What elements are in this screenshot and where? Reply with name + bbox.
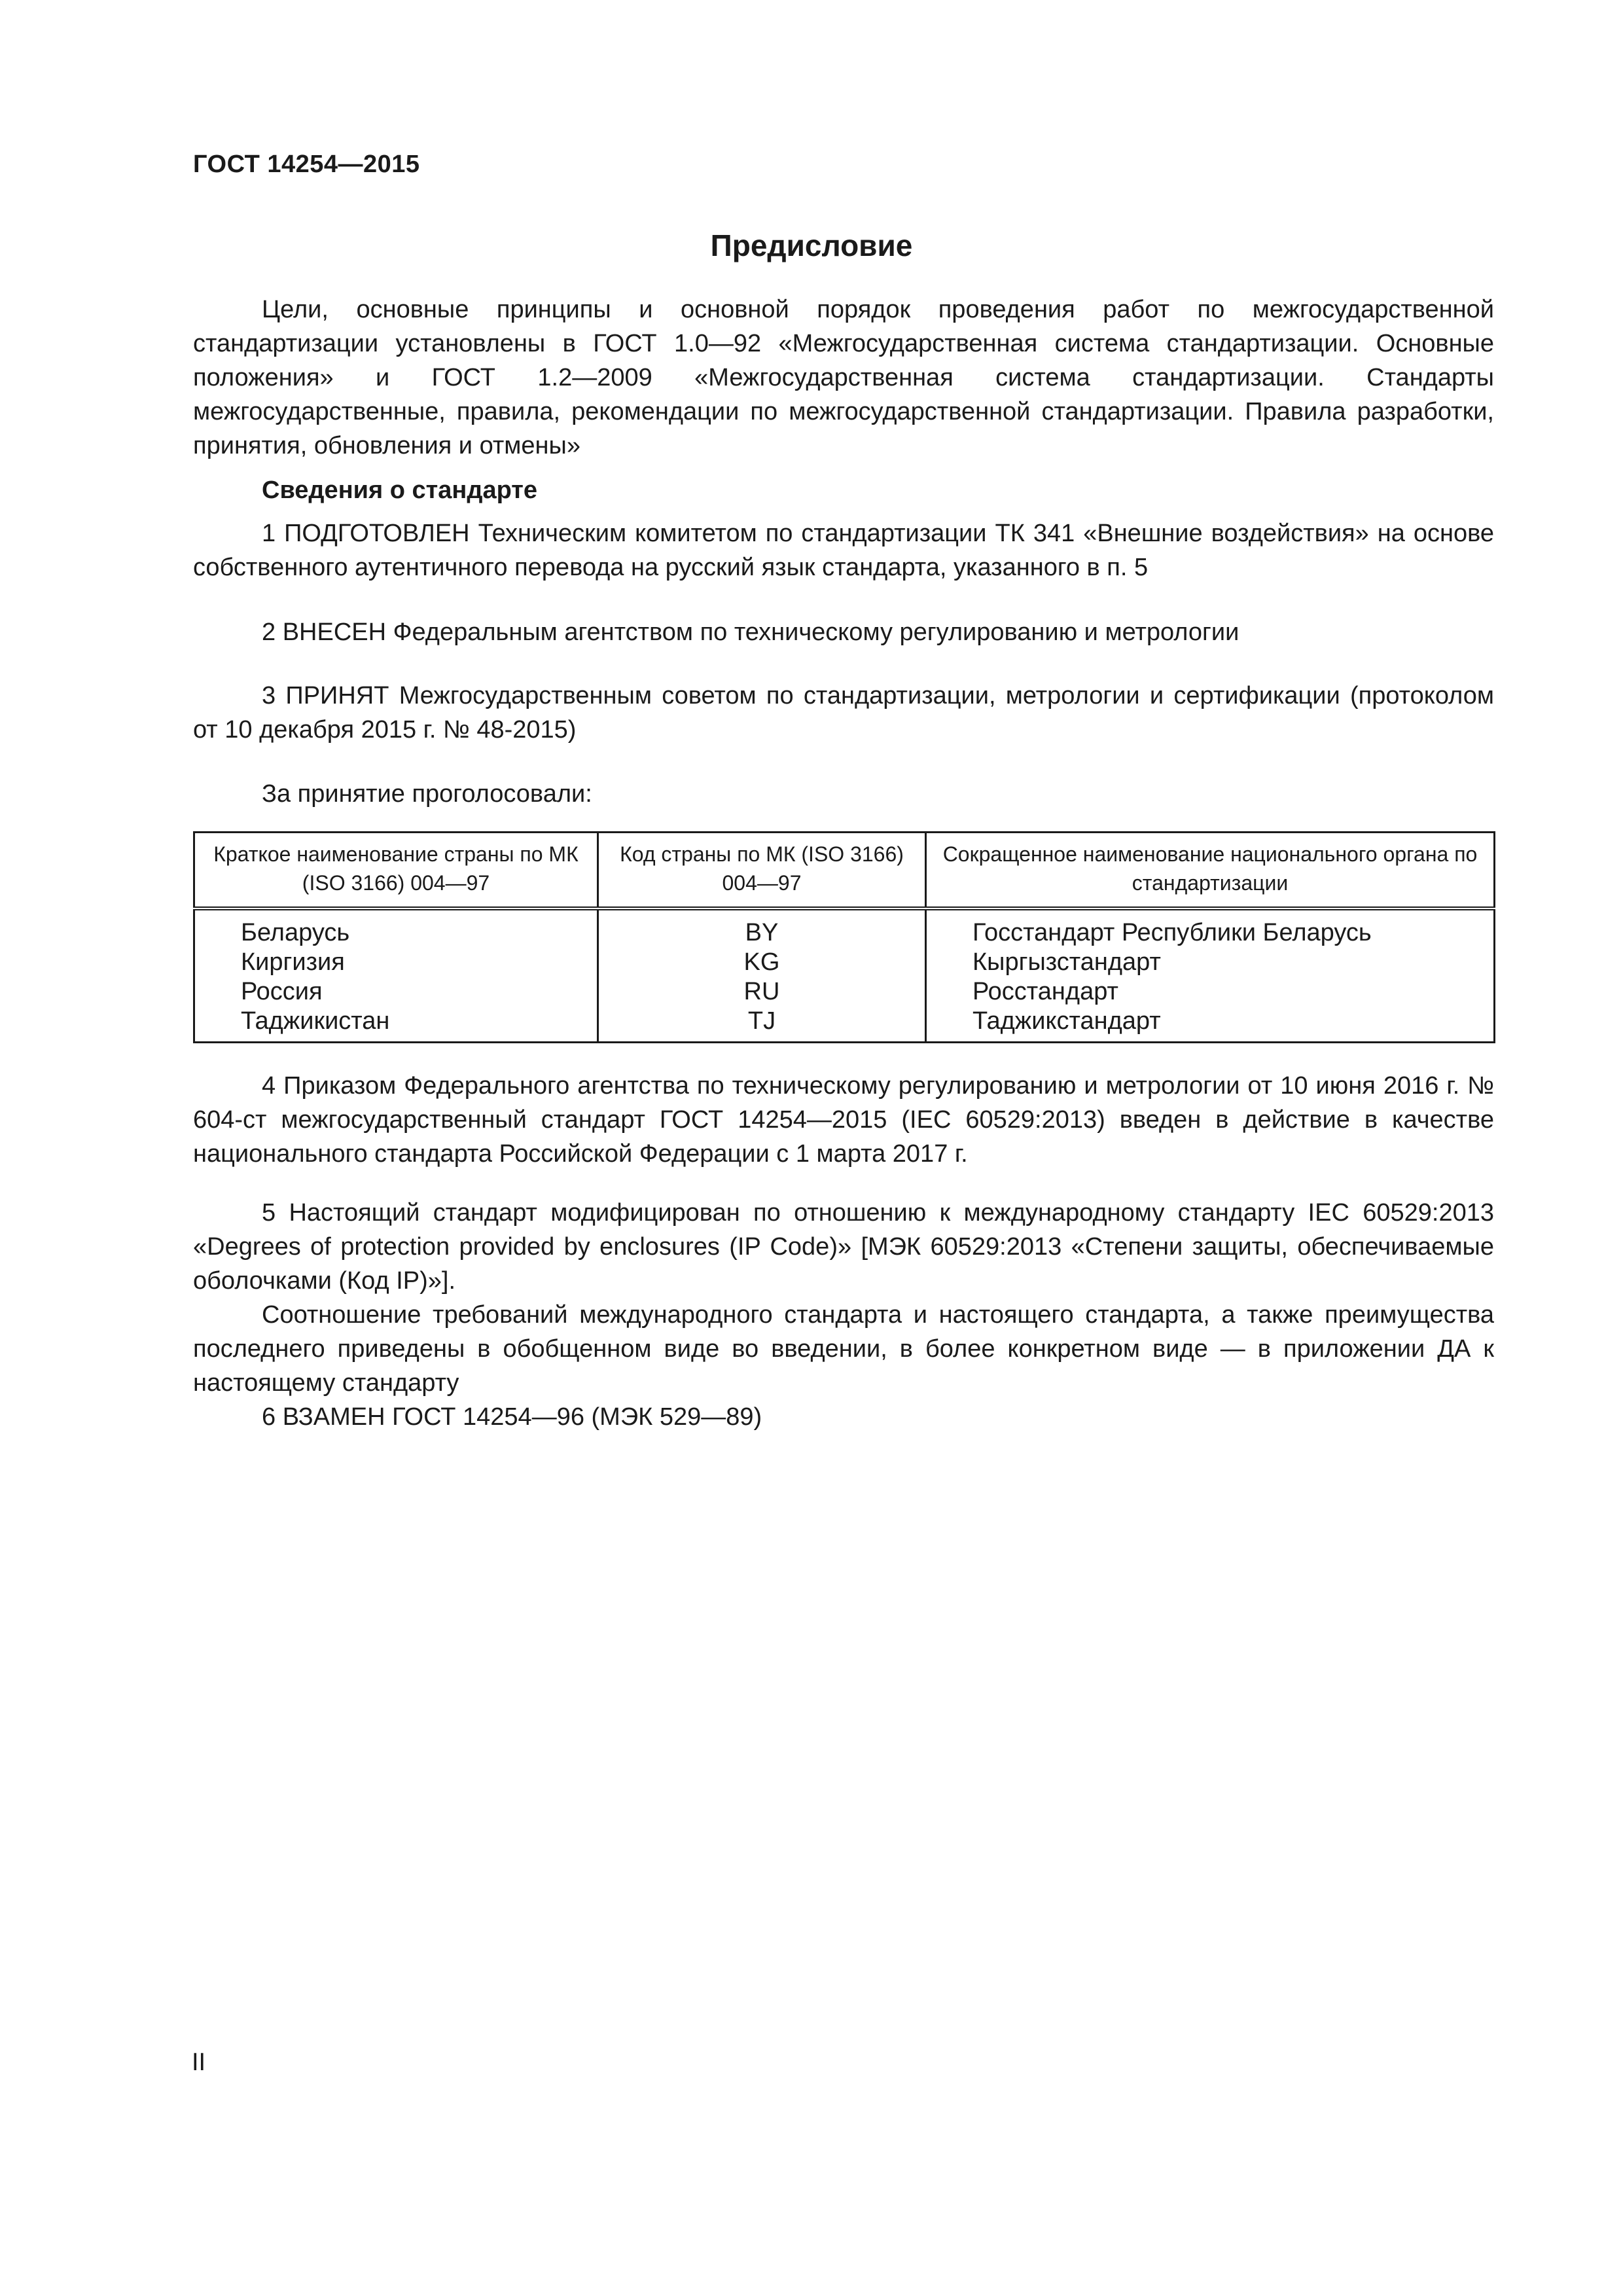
table-cell-code: KG [598,948,926,977]
table-cell-code: TJ [598,1007,926,1043]
intro-paragraph: Цели, основные принципы и основной порядок проведения работ по межгосударственной стандартизации установлены в ГОСТ 1.0—92 «Межгосударственная система стандартизации. Основные положения» и ГОСТ 1.2—2009 «Межгосударственная система стандартизации. Стандарты межгосударственные, правила, рекомендации по межгосударственной стандартизации. Правила разработки, принятия, обновления и отмены» [193,296,1494,459]
voted-block [193,777,1494,811]
item-3-block [193,679,1494,747]
table-cell-body: Кыргызстандарт [926,948,1495,977]
table-row [194,1007,1495,1043]
table-cell-country: Россия [194,977,598,1007]
item-5-block [193,1196,1494,1400]
table-row [194,977,1495,1007]
item-6-block [193,1400,1494,1434]
section-title: Предисловие [710,228,913,262]
table-cell-country: Киргизия [194,948,598,977]
table-header-code: Код страны по МК (ISO 3166) 004—97 [598,833,926,909]
table-row [194,908,1495,948]
page-number: II [192,2049,206,2076]
item-1-block [193,516,1494,584]
table-cell-body: Госстандарт Республики Беларусь [926,908,1495,948]
item-5-note-paragraph: Соотношение требований международного стандарта и настоящего стандарта, а также преимущества последнего приведены в обобщенном виде во введении, в более конкретном виде — в приложении ДА к настоящему стандарту [193,1301,1494,1397]
info-heading: Сведения о стандарте [262,476,538,504]
document-code: ГОСТ 14254—2015 [193,151,420,178]
intro-section [193,293,1494,463]
table-row [194,948,1495,977]
table-header-body: Сокращенное наименование национального органа по стандартизации [926,833,1495,909]
item-1-paragraph: 1 ПОДГОТОВЛЕН Техническим комитетом по стандартизации ТК 341 «Внешние воздействия» на основе собственного аутентичного перевода на русский язык стандарта, указанного в п. 5 [193,520,1494,581]
item-3-paragraph: 3 ПРИНЯТ Межгосударственным советом по стандартизации, метрологии и сертификации (протоколом от 10 декабря 2015 г. № 48-2015) [193,682,1494,744]
item-5-paragraph: 5 Настоящий стандарт модифицирован по отношению к международному стандарту IEC 60529:2013 «Degrees of protection provided by enclosures (IP Code)» [МЭК 60529:2013 «Степени защиты, обеспечиваемые оболочками (Код IP)»]. [193,1199,1494,1295]
table-header-country: Краткое наименование страны по МК (ISO 3166) 004—97 [194,833,598,909]
item-2-paragraph: 2 ВНЕСЕН Федеральным агентством по техническому регулированию и метрологии [262,619,1240,646]
info-heading-block [193,473,1494,507]
item-4-block [193,1069,1494,1171]
item-2-block [193,615,1494,649]
voted-label: За принятие проголосовали: [262,780,592,808]
table-header-row [194,833,1495,909]
table-cell-code: BY [598,908,926,948]
table-cell-country: Беларусь [194,908,598,948]
table-cell-country: Таджикистан [194,1007,598,1043]
table-cell-code: RU [598,977,926,1007]
item-4-paragraph: 4 Приказом Федерального агентства по техническому регулированию и метрологии от 10 июня 2016 г. № 604-ст межгосударственный стандарт ГОСТ 14254—2015 (IEC 60529:2013) введен в действие в качестве национального стандарта Российской Федерации с 1 марта 2017 г. [193,1072,1494,1168]
table-cell-body: Росстандарт [926,977,1495,1007]
item-6-paragraph: 6 ВЗАМЕН ГОСТ 14254—96 (МЭК 529—89) [262,1403,762,1431]
table-cell-body: Таджикстандарт [926,1007,1495,1043]
voting-countries-table [193,831,1495,1043]
